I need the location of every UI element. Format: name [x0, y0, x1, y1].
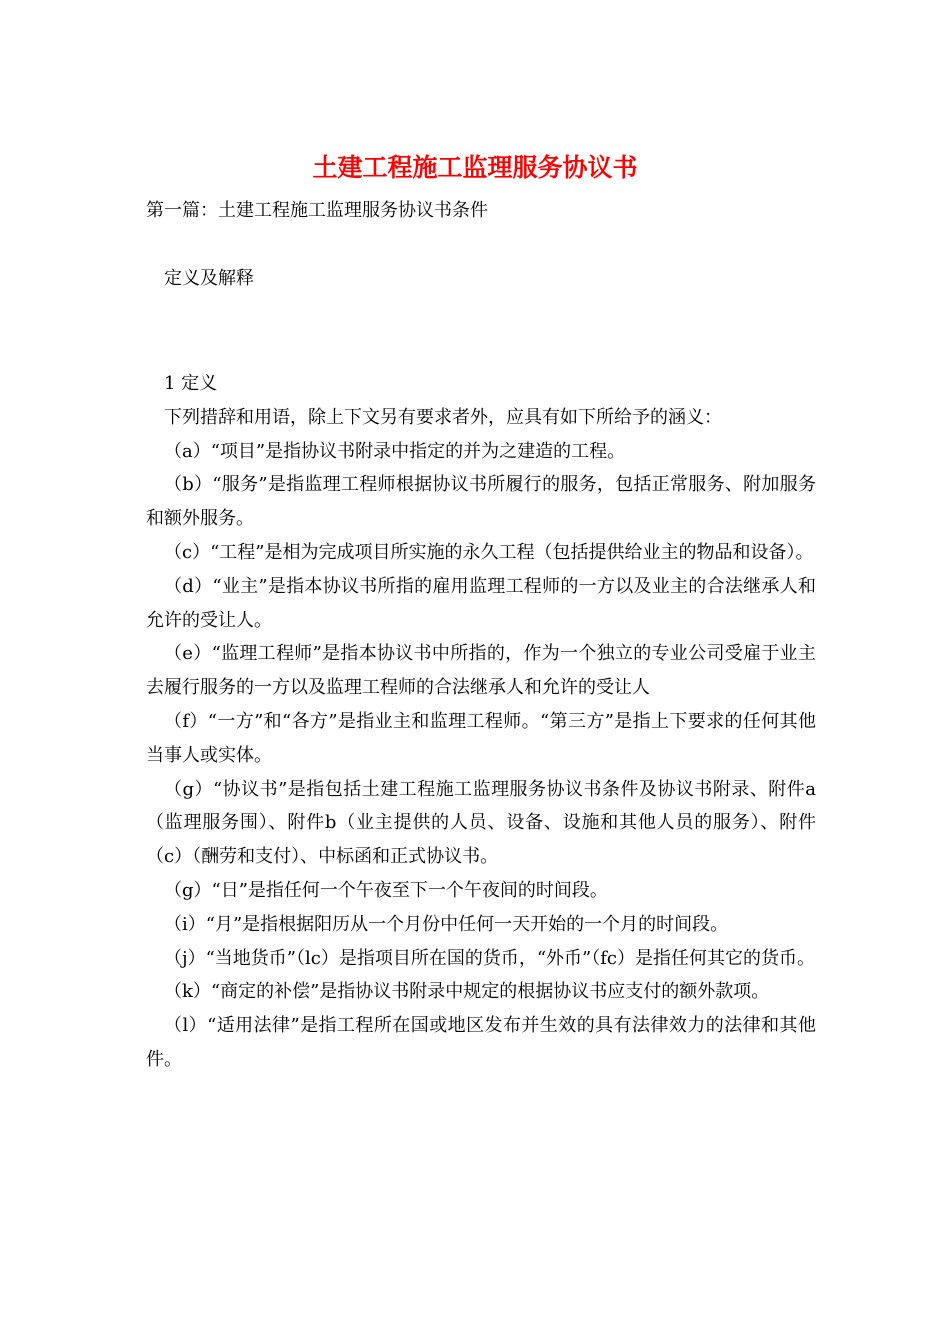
- definition-item: （l）“适用法律”是指工程所在国或地区发布并生效的具有法律效力的法律和其他件。: [146, 1015, 816, 1070]
- chapter-title: 第一篇：土建工程施工监理服务协议书条件: [146, 200, 488, 221]
- definition-item: （a）“项目”是指协议书附录中指定的并为之建造的工程。: [164, 440, 626, 462]
- document-body: [146, 367, 816, 1077]
- definition-item: （k）“商定的补偿”是指协议书附录中规定的根据协议书应支付的额外款项。: [164, 981, 770, 1003]
- definition-item: （d）“业主”是指本协议书所指的雇用监理工程师的一方以及业主的合法继承人和允许的受让人。: [146, 575, 816, 631]
- document-title: 土建工程施工监理服务协议书: [312, 153, 638, 182]
- definition-item: （j）“当地货币”（lc）是指项目所在国的货币，“外币”（fc）是指任何其它的货币。: [164, 947, 815, 969]
- section-title: 定义及解释: [164, 268, 254, 289]
- definition-item: （g）“日”是指任何一个午夜至下一个午夜间的时间段。: [164, 879, 608, 901]
- definition-item: （c）“工程”是相为完成项目所实施的永久工程（包括提供给业主的物品和设备）。: [164, 541, 814, 563]
- definition-heading: 1 定义: [164, 373, 218, 394]
- definition-item: （e）“监理工程师”是指本协议书中所指的，作为一个独立的专业公司受雇于业主去履行服务的一方以及监理工程师的合法继承人和允许的受让人: [146, 643, 816, 699]
- definition-intro: 下列措辞和用语，除上下文另有要求者外，应具有如下所给予的涵义：: [164, 406, 722, 428]
- definition-item: （f）“一方”和“各方”是指业主和监理工程师。“第三方”是指上下要求的任何其他当事人或实体。: [146, 710, 816, 766]
- definition-item: （b）“服务”是指监理工程师根据协议书所履行的服务，包括正常服务、附加服务和额外服务。: [146, 474, 816, 530]
- definition-item: （i）“月”是指根据阳历从一个月份中任何一天开始的一个月的时间段。: [164, 913, 729, 935]
- definition-item: （g）“协议书”是指包括土建工程施工监理服务协议书条件及协议书附录、附件a（监理服务围）、附件b（业主提供的人员、设备、设施和其他人员的服务）、附件（c）（酬劳和支付）、中标函和正式协议书。: [146, 778, 816, 868]
